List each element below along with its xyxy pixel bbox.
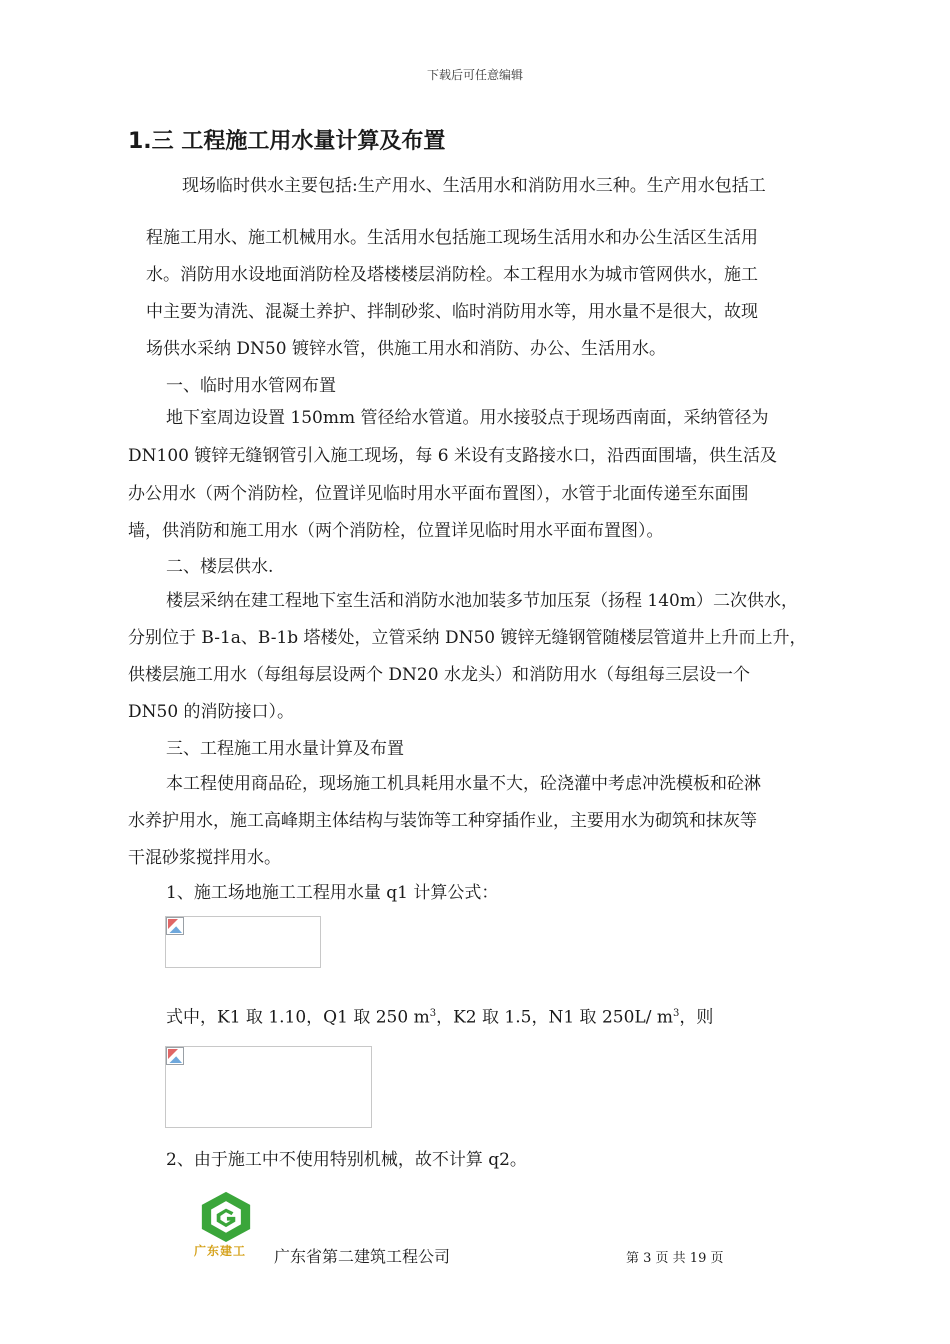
intro-line-4: 场供水采纳 DN50 镀锌水管，供施工用水和消防、办公、生活用水。 — [146, 339, 666, 359]
broken-image-icon — [166, 1047, 184, 1065]
params-part-a: 式中，K1 取 1.10，Q1 取 250 m — [166, 1007, 430, 1028]
formula-image-1 — [165, 916, 321, 968]
formula-image-2 — [165, 1046, 372, 1128]
params-sup-1: 3 — [429, 1008, 437, 1019]
part3-line-1: 水养护用水，施工高峰期主体结构与装饰等工种穿插作业，主要用水为砌筑和抹灰等 — [128, 811, 757, 831]
part1-heading: 一、临时用水管网布置 — [166, 376, 336, 396]
broken-image-icon — [166, 917, 184, 935]
section-title: 1.三 工程施工用水量计算及布置 — [128, 129, 446, 154]
params-part-b: ，K2 取 1.5，N1 取 250L/ m — [436, 1007, 673, 1028]
part1-line-1: DN100 镀锌无缝钢管引入施工现场，每 6 米设有支路接水口，沿西面围墙，供生活及 — [128, 446, 777, 466]
item1-heading: 1、施工场地施工工程用水量 q1 计算公式： — [166, 883, 499, 903]
intro-line-2: 水。消防用水设地面消防栓及塔楼楼层消防栓。本工程用水为城市管网供水，施工 — [146, 265, 758, 285]
company-logo-text: 广东建工 — [194, 1244, 247, 1258]
part1-line-2: 办公用水（两个消防栓，位置详见临时用水平面布置图），水管于北面传递至东面围 — [128, 484, 749, 504]
part2-line-0: 楼层采纳在建工程地下室生活和消防水池加装多节加压泵（扬程 140m）二次供水， — [166, 591, 798, 611]
footer-company: 广东省第二建筑工程公司 — [274, 1247, 451, 1266]
intro-line-0: 现场临时供水主要包括:生产用水、生活用水和消防用水三种。生产用水包括工 — [182, 176, 766, 196]
intro-line-1: 程施工用水、施工机械用水。生活用水包括施工现场生活用水和办公生活区生活用 — [146, 228, 758, 248]
intro-line-3: 中主要为清洗、混凝土养护、拌制砂浆、临时消防用水等，用水量不是很大，故现 — [146, 302, 758, 322]
part3-line-2: 干混砂浆搅拌用水。 — [128, 848, 281, 868]
part3-line-0: 本工程使用商品砼，现场施工机具耗用水量不大，砼浇灌中考虑冲洗模板和砼淋 — [166, 774, 761, 794]
part2-line-1: 分别位于 B-1a、B-1b 塔楼处，立管采纳 DN50 镀锌无缝钢管随楼层管道井上升而上升， — [128, 628, 807, 648]
item2-heading: 2、由于施工中不使用特别机械，故不计算 q2。 — [166, 1150, 527, 1170]
part1-line-0: 地下室周边设置 150mm 管径给水管道。用水接驳点于现场西南面，采纳管径为 — [166, 408, 769, 428]
footer-page-number: 第 3 页 共 19 页 — [626, 1251, 724, 1266]
params-part-c: ，则 — [679, 1007, 714, 1028]
part3-heading: 三、工程施工用水量计算及布置 — [166, 739, 404, 759]
header-note: 下载后可任意编辑 — [426, 68, 523, 82]
params-sup-2: 3 — [672, 1008, 680, 1019]
item1-params — [166, 995, 713, 1037]
part1-line-3: 墙，供消防和施工用水（两个消防栓，位置详见临时用水平面布置图）。 — [128, 521, 664, 541]
company-logo-icon — [194, 1190, 258, 1242]
part2-line-3: DN50 的消防接口）。 — [128, 702, 295, 722]
part2-heading: 二、楼层供水. — [166, 557, 274, 577]
part2-line-2: 供楼层施工用水（每组每层设两个 DN20 水龙头）和消防用水（每组每三层设一个 — [128, 665, 750, 685]
